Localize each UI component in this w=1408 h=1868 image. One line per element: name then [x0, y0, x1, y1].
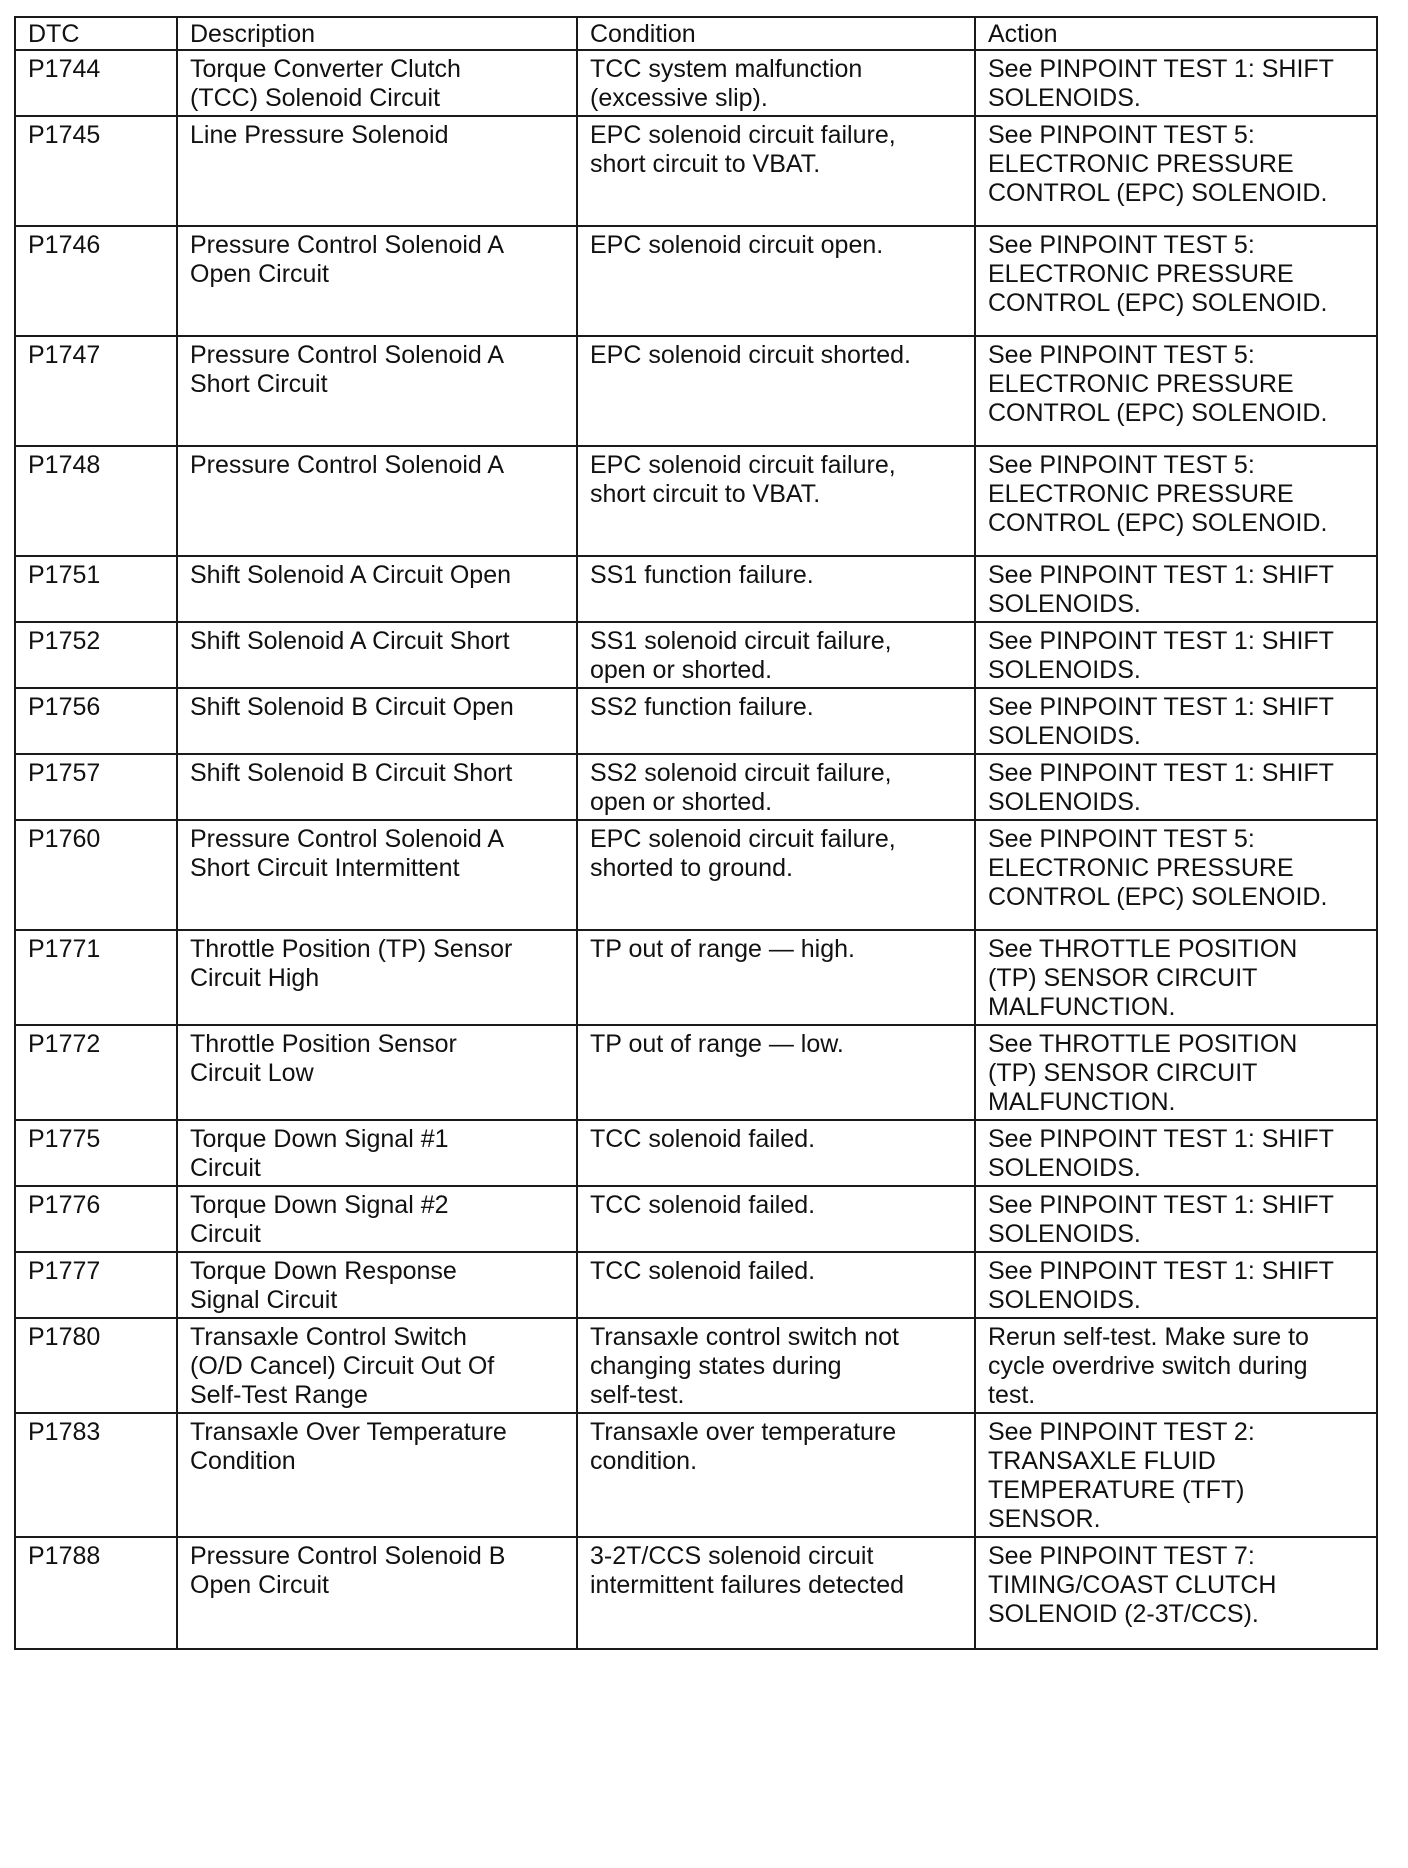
- condition-cell: TCC system malfunction (excessive slip).: [577, 50, 975, 116]
- description-cell: Shift Solenoid B Circuit Short: [177, 754, 577, 820]
- dtc-code-cell: P1751: [15, 556, 177, 622]
- action-cell: Rerun self-test. Make sure to cycle overdrive switch during test.: [975, 1318, 1377, 1413]
- header-description: Description: [177, 17, 577, 50]
- condition-cell: TP out of range — high.: [577, 930, 975, 1025]
- action-cell: See PINPOINT TEST 1: SHIFT SOLENOIDS.: [975, 556, 1377, 622]
- header-action: Action: [975, 17, 1377, 50]
- dtc-code-cell: P1752: [15, 622, 177, 688]
- dtc-code-cell: P1771: [15, 930, 177, 1025]
- dtc-code-cell: P1775: [15, 1120, 177, 1186]
- dtc-code-cell: P1747: [15, 336, 177, 446]
- table-row: [15, 116, 1377, 226]
- description-cell: Pressure Control Solenoid A Short Circuit: [177, 336, 577, 446]
- action-cell: See PINPOINT TEST 1: SHIFT SOLENOIDS.: [975, 688, 1377, 754]
- table-row: [15, 930, 1377, 1025]
- condition-cell: SS1 function failure.: [577, 556, 975, 622]
- description-cell: Pressure Control Solenoid A: [177, 446, 577, 556]
- action-cell: See PINPOINT TEST 5: ELECTRONIC PRESSURE CONTROL (EPC) SOLENOID.: [975, 116, 1377, 226]
- action-cell: See PINPOINT TEST 5: ELECTRONIC PRESSURE CONTROL (EPC) SOLENOID.: [975, 446, 1377, 556]
- condition-cell: EPC solenoid circuit open.: [577, 226, 975, 336]
- description-cell: Shift Solenoid B Circuit Open: [177, 688, 577, 754]
- condition-cell: TCC solenoid failed.: [577, 1252, 975, 1318]
- dtc-code-cell: P1777: [15, 1252, 177, 1318]
- table-row: [15, 226, 1377, 336]
- dtc-code-cell: P1788: [15, 1537, 177, 1649]
- dtc-code-cell: P1760: [15, 820, 177, 930]
- table-row: [15, 1537, 1377, 1649]
- condition-cell: EPC solenoid circuit failure, short circuit to VBAT.: [577, 446, 975, 556]
- table-row: [15, 556, 1377, 622]
- description-cell: Pressure Control Solenoid B Open Circuit: [177, 1537, 577, 1649]
- condition-cell: 3-2T/CCS solenoid circuit intermittent failures detected: [577, 1537, 975, 1649]
- table-row: [15, 622, 1377, 688]
- description-cell: Throttle Position (TP) Sensor Circuit High: [177, 930, 577, 1025]
- dtc-code-cell: P1776: [15, 1186, 177, 1252]
- table-row: [15, 1025, 1377, 1120]
- condition-cell: SS2 function failure.: [577, 688, 975, 754]
- table-row: [15, 754, 1377, 820]
- dtc-code-cell: P1757: [15, 754, 177, 820]
- condition-cell: EPC solenoid circuit failure, short circuit to VBAT.: [577, 116, 975, 226]
- header-condition: Condition: [577, 17, 975, 50]
- description-cell: Torque Down Response Signal Circuit: [177, 1252, 577, 1318]
- action-cell: See PINPOINT TEST 2: TRANSAXLE FLUID TEMPERATURE (TFT) SENSOR.: [975, 1413, 1377, 1537]
- description-cell: Torque Down Signal #2 Circuit: [177, 1186, 577, 1252]
- dtc-code-cell: P1748: [15, 446, 177, 556]
- description-cell: Shift Solenoid A Circuit Open: [177, 556, 577, 622]
- action-cell: See PINPOINT TEST 5: ELECTRONIC PRESSURE CONTROL (EPC) SOLENOID.: [975, 226, 1377, 336]
- description-cell: Shift Solenoid A Circuit Short: [177, 622, 577, 688]
- header-row: [15, 17, 1377, 50]
- table-row: [15, 1186, 1377, 1252]
- action-cell: See PINPOINT TEST 7: TIMING/COAST CLUTCH SOLENOID (2-3T/CCS).: [975, 1537, 1377, 1649]
- table-row: [15, 50, 1377, 116]
- action-cell: See PINPOINT TEST 5: ELECTRONIC PRESSURE CONTROL (EPC) SOLENOID.: [975, 336, 1377, 446]
- dtc-code-cell: P1744: [15, 50, 177, 116]
- action-cell: See PINPOINT TEST 5: ELECTRONIC PRESSURE CONTROL (EPC) SOLENOID.: [975, 820, 1377, 930]
- dtc-table-sheet: [14, 16, 1376, 1650]
- condition-cell: TCC solenoid failed.: [577, 1120, 975, 1186]
- table-row: [15, 446, 1377, 556]
- action-cell: See PINPOINT TEST 1: SHIFT SOLENOIDS.: [975, 1186, 1377, 1252]
- description-cell: Transaxle Over Temperature Condition: [177, 1413, 577, 1537]
- table-row: [15, 688, 1377, 754]
- condition-cell: Transaxle control switch not changing states during self-test.: [577, 1318, 975, 1413]
- dtc-code-cell: P1756: [15, 688, 177, 754]
- condition-cell: TP out of range — low.: [577, 1025, 975, 1120]
- dtc-code-cell: P1783: [15, 1413, 177, 1537]
- table-row: [15, 1252, 1377, 1318]
- table-header: [15, 17, 1377, 50]
- dtc-table: [14, 16, 1378, 1650]
- description-cell: Pressure Control Solenoid A Short Circuit Intermittent: [177, 820, 577, 930]
- action-cell: See PINPOINT TEST 1: SHIFT SOLENOIDS.: [975, 622, 1377, 688]
- condition-cell: TCC solenoid failed.: [577, 1186, 975, 1252]
- description-cell: Torque Converter Clutch (TCC) Solenoid Circuit: [177, 50, 577, 116]
- action-cell: See THROTTLE POSITION (TP) SENSOR CIRCUIT MALFUNCTION.: [975, 930, 1377, 1025]
- table-row: [15, 820, 1377, 930]
- dtc-code-cell: P1772: [15, 1025, 177, 1120]
- dtc-code-cell: P1745: [15, 116, 177, 226]
- action-cell: See PINPOINT TEST 1: SHIFT SOLENOIDS.: [975, 1252, 1377, 1318]
- condition-cell: Transaxle over temperature condition.: [577, 1413, 975, 1537]
- dtc-code-cell: P1746: [15, 226, 177, 336]
- table-body: [15, 50, 1377, 1649]
- description-cell: Pressure Control Solenoid A Open Circuit: [177, 226, 577, 336]
- description-cell: Torque Down Signal #1 Circuit: [177, 1120, 577, 1186]
- action-cell: See THROTTLE POSITION (TP) SENSOR CIRCUIT MALFUNCTION.: [975, 1025, 1377, 1120]
- dtc-code-cell: P1780: [15, 1318, 177, 1413]
- table-row: [15, 1120, 1377, 1186]
- description-cell: Transaxle Control Switch (O/D Cancel) Circuit Out Of Self-Test Range: [177, 1318, 577, 1413]
- action-cell: See PINPOINT TEST 1: SHIFT SOLENOIDS.: [975, 1120, 1377, 1186]
- table-row: [15, 1318, 1377, 1413]
- condition-cell: SS1 solenoid circuit failure, open or shorted.: [577, 622, 975, 688]
- action-cell: See PINPOINT TEST 1: SHIFT SOLENOIDS.: [975, 754, 1377, 820]
- action-cell: See PINPOINT TEST 1: SHIFT SOLENOIDS.: [975, 50, 1377, 116]
- condition-cell: SS2 solenoid circuit failure, open or shorted.: [577, 754, 975, 820]
- table-row: [15, 336, 1377, 446]
- description-cell: Throttle Position Sensor Circuit Low: [177, 1025, 577, 1120]
- header-dtc: DTC: [15, 17, 177, 50]
- table-row: [15, 1413, 1377, 1537]
- description-cell: Line Pressure Solenoid: [177, 116, 577, 226]
- condition-cell: EPC solenoid circuit failure, shorted to ground.: [577, 820, 975, 930]
- condition-cell: EPC solenoid circuit shorted.: [577, 336, 975, 446]
